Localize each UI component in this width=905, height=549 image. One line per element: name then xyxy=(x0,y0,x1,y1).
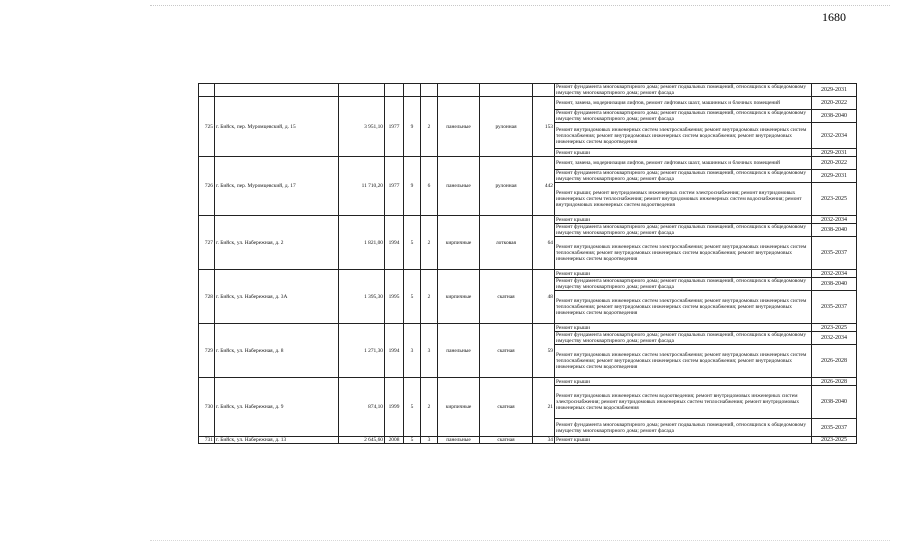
work-period: 2035-2037 xyxy=(812,419,857,437)
roof-type: скатная xyxy=(480,437,533,444)
floors-count xyxy=(404,84,421,97)
build-year: 1977 xyxy=(385,97,404,157)
residents-count: 21 xyxy=(533,378,555,437)
work-description: Ремонт фундамента многоквартирного дома; ремонт подвальных помещений, относящихся к общедомовому имуществу многоквартирного дома; ремонт фасада xyxy=(555,170,812,183)
table-row xyxy=(199,437,857,444)
table-row xyxy=(199,216,857,224)
house-address xyxy=(215,84,339,97)
wall-material: панельные xyxy=(438,324,480,378)
build-year: 2008 xyxy=(385,437,404,444)
work-period: 2038-2040 xyxy=(812,386,857,419)
house-area: 2 645,60 xyxy=(339,437,385,444)
house-address: г. Бийск, пер. Муромцевский, д. 17 xyxy=(215,157,339,216)
row-number: 727 xyxy=(199,216,215,270)
work-period: 2038-2040 xyxy=(812,278,857,291)
work-period: 2032-2034 xyxy=(812,270,857,278)
wall-material: кирпичные xyxy=(438,270,480,324)
wall-material: панельные xyxy=(438,97,480,157)
roof-type: скатная xyxy=(480,324,533,378)
residents-count: 64 xyxy=(533,216,555,270)
capital-repair-table xyxy=(198,83,857,444)
entrances-count xyxy=(421,84,438,97)
floors-count: 5 xyxy=(404,437,421,444)
floors-count: 3 xyxy=(404,324,421,378)
residents-count: 48 xyxy=(533,270,555,324)
build-year: 1994 xyxy=(385,216,404,270)
floors-count: 9 xyxy=(404,157,421,216)
entrances-count: 2 xyxy=(421,97,438,157)
entrances-count: 3 xyxy=(421,437,438,444)
house-address: г. Бийск, ул. Набережная, д. 9 xyxy=(215,378,339,437)
residents-count: 34 xyxy=(533,437,555,444)
work-description: Ремонт крыши xyxy=(555,149,812,157)
work-description: Ремонт фундамента многоквартирного дома; ремонт подвальных помещений, относящихся к общедомовому имуществу многоквартирного дома; ремонт фасада xyxy=(555,224,812,237)
build-year xyxy=(385,84,404,97)
roof-type: лотковая xyxy=(480,216,533,270)
table-row xyxy=(199,84,857,97)
floors-count: 5 xyxy=(404,216,421,270)
work-description: Ремонт, замена, модернизация лифтов, ремонт лифтовых шахт, машинных и блочных помещений xyxy=(555,97,812,110)
floors-count: 5 xyxy=(404,270,421,324)
residents-count: 153 xyxy=(533,97,555,157)
entrances-count: 3 xyxy=(421,324,438,378)
work-description: Ремонт фундамента многоквартирного дома; ремонт подвальных помещений, относящихся к общедомовому имуществу многоквартирного дома; ремонт фасада xyxy=(555,110,812,123)
floors-count: 9 xyxy=(404,97,421,157)
work-period: 2029-2031 xyxy=(812,84,857,97)
wall-material: панельные xyxy=(438,157,480,216)
table-row xyxy=(199,157,857,170)
wall-material: панельные xyxy=(438,437,480,444)
roof-type xyxy=(480,84,533,97)
residents-count: 442 xyxy=(533,157,555,216)
entrances-count: 2 xyxy=(421,270,438,324)
roof-type: рулонная xyxy=(480,97,533,157)
residents-count: 59 xyxy=(533,324,555,378)
scan-top-edge xyxy=(150,5,890,6)
work-description: Ремонт крыши xyxy=(555,437,812,444)
work-period: 2032-2034 xyxy=(812,216,857,224)
house-area: 3 951,10 xyxy=(339,97,385,157)
roof-type: скатная xyxy=(480,270,533,324)
work-period: 2029-2031 xyxy=(812,170,857,183)
house-area xyxy=(339,84,385,97)
work-period: 2032-2034 xyxy=(812,332,857,345)
table-row xyxy=(199,270,857,278)
table-row xyxy=(199,324,857,332)
wall-material: кирпичные xyxy=(438,378,480,437)
work-description: Ремонт внутридомовых инженерных систем электроснабжения; ремонт внутридомовых инженерных систем теплоснабжения; ремонт внутридомовых инженерных систем водоснабжения; ремонт внутридомовых инженерных систем водоотведения xyxy=(555,123,812,149)
build-year: 1977 xyxy=(385,157,404,216)
work-description: Ремонт крыши xyxy=(555,216,812,224)
work-period: 2035-2037 xyxy=(812,291,857,324)
row-number xyxy=(199,84,215,97)
work-description: Ремонт фундамента многоквартирного дома; ремонт подвальных помещений, относящихся к общедомовому имуществу многоквартирного дома; ремонт фасада xyxy=(555,419,812,437)
work-description: Ремонт фундамента многоквартирного дома; ремонт подвальных помещений, относящихся к общедомовому имуществу многоквартирного дома; ремонт фасада xyxy=(555,332,812,345)
work-period: 2026-2028 xyxy=(812,378,857,386)
row-number: 726 xyxy=(199,157,215,216)
work-period: 2029-2031 xyxy=(812,149,857,157)
work-description: Ремонт внутридомовых инженерных систем электроснабжения; ремонт внутридомовых инженерных систем теплоснабжения; ремонт внутридомовых инженерных систем водоснабжения; ремонт внутридомовых инженерных систем водоотведения xyxy=(555,291,812,324)
work-period: 2023-2025 xyxy=(812,324,857,332)
work-period: 2035-2037 xyxy=(812,237,857,270)
house-address: г. Бийск, ул. Набережная, д. 8 xyxy=(215,324,339,378)
house-area: 11 710,20 xyxy=(339,157,385,216)
work-period: 2032-2034 xyxy=(812,123,857,149)
work-period: 2023-2025 xyxy=(812,183,857,216)
house-address: г. Бийск, пер. Муромцевский, д. 15 xyxy=(215,97,339,157)
work-description: Ремонт внутридомовых инженерных систем водоотведения; ремонт внутридомовых инженерных систем электроснабжения; ремонт внутридомовых инженерных систем теплоснабжения; ремонт внутридомовых инженерных систем водоснабжения xyxy=(555,386,812,419)
house-area: 874,10 xyxy=(339,378,385,437)
house-area: 1 395,30 xyxy=(339,270,385,324)
entrances-count: 6 xyxy=(421,157,438,216)
work-description: Ремонт, замена, модернизация лифтов, ремонт лифтовых шахт, машинных и блочных помещений xyxy=(555,157,812,170)
residents-count xyxy=(533,84,555,97)
house-address: г. Бийск, ул. Набережная, д. 2 xyxy=(215,216,339,270)
roof-type: скатная xyxy=(480,378,533,437)
floors-count: 5 xyxy=(404,378,421,437)
row-number: 725 xyxy=(199,97,215,157)
house-address: г. Бийск, ул. Набережная, д. 13 xyxy=(215,437,339,444)
work-period: 2023-2025 xyxy=(812,437,857,444)
page-number: 1680 xyxy=(822,10,846,24)
work-description: Ремонт внутридомовых инженерных систем электроснабжения; ремонт внутридомовых инженерных систем теплоснабжения; ремонт внутридомовых инженерных систем водоснабжения; ремонт внутридомовых инженерных систем водоотведения xyxy=(555,345,812,378)
work-description: Ремонт внутридомовых инженерных систем электроснабжения; ремонт внутридомовых инженерных систем теплоснабжения; ремонт внутридомовых инженерных систем водоснабжения; ремонт внутридомовых инженерных систем водоотведения xyxy=(555,237,812,270)
build-year: 1994 xyxy=(385,324,404,378)
table-body xyxy=(199,84,857,444)
build-year: 1995 xyxy=(385,270,404,324)
work-period: 2038-2040 xyxy=(812,110,857,123)
wall-material xyxy=(438,84,480,97)
row-number: 729 xyxy=(199,324,215,378)
house-address: г. Бийск, ул. Набережная, д. 3А xyxy=(215,270,339,324)
work-period: 2026-2028 xyxy=(812,345,857,378)
entrances-count: 2 xyxy=(421,378,438,437)
entrances-count: 2 xyxy=(421,216,438,270)
table-row xyxy=(199,97,857,110)
work-description: Ремонт крыши; ремонт внутридомовых инженерных систем электроснабжения; ремонт внутридомовых инженерных систем теплоснабжения; ремонт внутридомовых инженерных систем водоснабжения; ремонт внутридомовых инженерных систем водоотведения xyxy=(555,183,812,216)
row-number: 730 xyxy=(199,378,215,437)
work-description: Ремонт фундамента многоквартирного дома; ремонт подвальных помещений, относящихся к общедомовому имуществу многоквартирного дома; ремонт фасада xyxy=(555,84,812,97)
row-number: 728 xyxy=(199,270,215,324)
roof-type: рулонная xyxy=(480,157,533,216)
build-year: 1999 xyxy=(385,378,404,437)
house-area: 1 821,00 xyxy=(339,216,385,270)
work-period: 2020-2022 xyxy=(812,157,857,170)
work-description: Ремонт крыши xyxy=(555,324,812,332)
work-description: Ремонт фундамента многоквартирного дома; ремонт подвальных помещений, относящихся к общедомовому имуществу многоквартирного дома; ремонт фасада xyxy=(555,278,812,291)
house-area: 1 271,30 xyxy=(339,324,385,378)
work-description: Ремонт крыши xyxy=(555,270,812,278)
wall-material: кирпичные xyxy=(438,216,480,270)
work-description: Ремонт крыши xyxy=(555,378,812,386)
row-number: 731 xyxy=(199,437,215,444)
work-period: 2020-2022 xyxy=(812,97,857,110)
work-period: 2038-2040 xyxy=(812,224,857,237)
table-row xyxy=(199,378,857,386)
scan-bottom-edge xyxy=(150,540,890,541)
